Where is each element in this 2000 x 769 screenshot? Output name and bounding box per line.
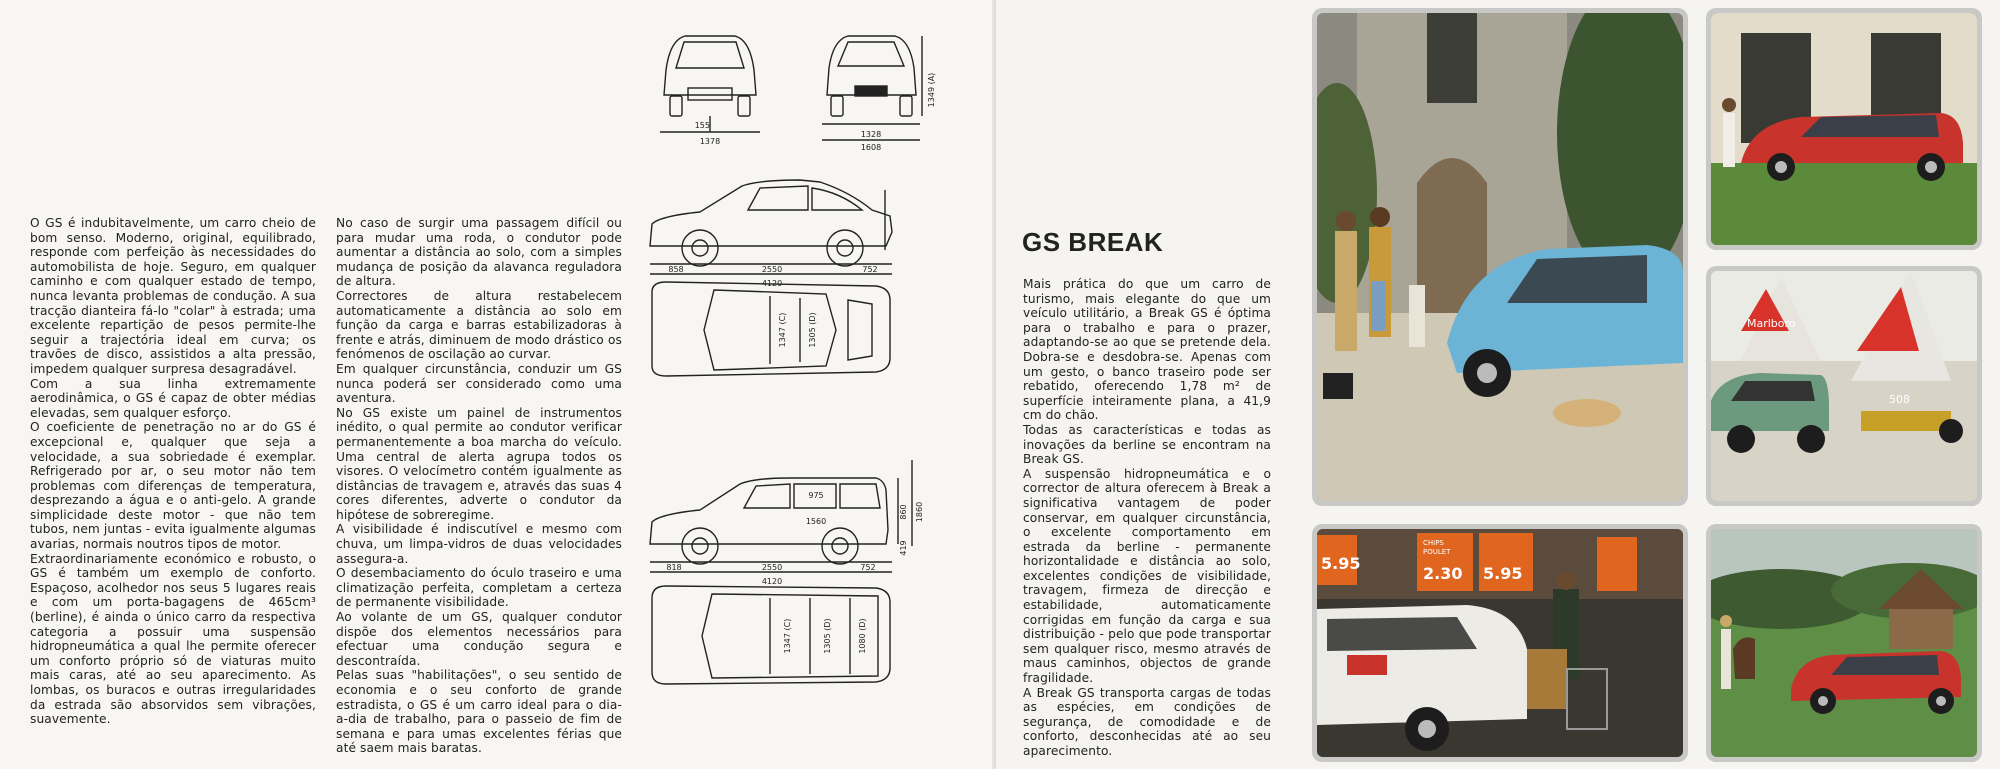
text-column-2	[336, 216, 622, 756]
col2-paragraph-8: Pelas suas "habilitações", o seu sentido de economia e o seu conforto de grande estradista, o GS é um carro ideal para o dia-a-dia de trabalho, para o passeio de fim de semana e para umas excelentes férias que até saem mais baratas.	[336, 668, 622, 756]
col1-paragraph-2: Com a sua linha extremamente aerodinâmica, o GS é capaz de obter médias elevadas, sem qualquer esforço.	[30, 376, 316, 420]
col2-paragraph-4: No GS existe um painel de instrumentos inédito, o qual permite ao condutor verificar permanentemente a boa marcha do veículo. Uma central de alerta agrupa todos os visores. O velocímetro contém igualmente as distâncias de travagem e, através das suas 4 cores diferentes, adverte o condutor da hipótese de sobreregime.	[336, 405, 622, 522]
berline-top-drawing	[652, 282, 890, 376]
photo-red-break-house-image	[1711, 13, 1977, 245]
sign-price-1: 5.95	[1321, 554, 1361, 573]
sign-price-2: 2.30	[1423, 564, 1463, 583]
dim-berline-rear: 752	[862, 265, 878, 274]
dim-break-length: 4120	[761, 577, 783, 586]
photo-family-church	[1312, 8, 1688, 506]
sign-chips-label: CHIPS	[1423, 539, 1444, 547]
dim-break-height-b: 1560	[805, 517, 827, 526]
col3-paragraph-3: A suspensão hidropneumática e o corrector de altura oferecem à Break a significativa vantagem de poder conservar, em qualquer circunstância, o excelente comportamento em estrada da berline - permanente horizontalidade e distância ao solo, excelentes condições de visibilidade, travagem, firmeza de direcção e estabilidade, automaticamente corrigidas em função da carga e sua distribuição - pelo que pode transportar sem qualquer risco, mesmo através de maus caminhos, objectos de grande fragilidade.	[1023, 466, 1271, 686]
sign-poulet-label: POULET	[1423, 548, 1451, 556]
dim-front-ground: 155	[694, 121, 710, 130]
dim-break-height-c: 860	[899, 504, 908, 520]
text-column-3	[1023, 277, 1271, 759]
dim-break-inner-b: 1305 (D)	[823, 618, 832, 654]
photo-sand-yacht	[1706, 266, 1982, 506]
dim-break-rear: 752	[860, 563, 876, 572]
col2-paragraph-5: A visibilidade é indiscutível e mesmo com chuva, um limpa-vidros de duas velocidades assegura-a.	[336, 522, 622, 566]
dim-rear-track: 1328	[860, 130, 882, 139]
sail-brand-text: Marlboro	[1747, 317, 1796, 330]
dim-front-height: 1349 (A)	[927, 72, 936, 108]
front-view-drawing	[660, 36, 760, 132]
col1-paragraph-3: O coeficiente de penetração no ar do GS é excepcional e, qualquer que seja a velocidade, a sua sobriedade é exemplar. Refrigerado por ar, o seu motor não tem problemas com diferenças de temperatura, desprezando a água e o anti-gelo. A grande simplicidade deste motor - que não tem tubos, nem juntas - evita igualmente algumas avarias, normais noutros tipos de motor.	[30, 420, 316, 552]
col2-paragraph-3: Em qualquer circunstância, conduzir um GS nunca poderá ser considerado como uma aventura.	[336, 361, 622, 406]
col1-paragraph-4: Extraordinariamente económico e robusto, o GS é também um exemplo de conforto. Espaçoso, acolhedor nos seus 5 lugares reais e com um porta-bagagens de 465cm³ (berline), é ainda o único carro da respectiva categoria a possuir uma suspensão hidropneumática a qual lhe permite oferecer um conforto próprio só de viaturas muito mais caras, até ao seu aparecimento. As lombas, os buracos e outras irregularidades da estrada são absorvidos sem vibrações, suavemente.	[30, 551, 316, 727]
photo-field-pony-image	[1711, 529, 1977, 757]
left-page	[0, 0, 996, 769]
photo-grocery-break	[1312, 524, 1688, 762]
break-side-drawing	[650, 460, 912, 572]
dim-width: 1608	[860, 143, 882, 152]
col3-paragraph-2: Todas as características e todas as inovações da berline se encontram na Break GS.	[1023, 422, 1271, 467]
rear-view-drawing	[822, 36, 922, 140]
dim-berline-inner-a: 1347 (C)	[778, 312, 787, 348]
col2-paragraph-2: Correctores de altura restabelecem automaticamente a distância ao solo em função da carga e barras estabilizadoras à frente e atrás, diminuem de modo drástico os fenómenos de oscilação ao curvar.	[336, 288, 622, 362]
col3-paragraph-4: A Break GS transporta cargas de todas as espécies, em condições de segurança, de comodidade e de conforto, desconhecidas até ao seu aparecimento.	[1023, 685, 1271, 758]
dim-break-height-a: 975	[808, 491, 824, 500]
dim-berline-front: 858	[668, 265, 684, 274]
break-top-drawing	[652, 586, 890, 684]
berline-side-drawing	[650, 180, 892, 274]
dim-break-wheelbase: 2550	[761, 563, 783, 572]
col2-paragraph-6: O desembaciamento do óculo traseiro e uma climatização perfeita, completam a certeza de permanente visibilidade.	[336, 566, 622, 610]
technical-drawings	[640, 20, 990, 760]
col2-paragraph-1: No caso de surgir uma passagem difícil ou para mudar uma roda, o condutor pode aumentar a distância ao solo, com a simples mudança de posição da alavanca reguladora de altura.	[336, 216, 622, 289]
sign-price-3: 5.95	[1483, 564, 1523, 583]
photo-family-church-image	[1317, 13, 1683, 501]
text-column-1	[30, 216, 316, 727]
photo-red-break-house	[1706, 8, 1982, 250]
photo-grocery-break-image	[1317, 529, 1683, 757]
dim-berline-inner-b: 1305 (D)	[808, 312, 817, 348]
dim-break-inner-c: 1080 (D)	[858, 618, 867, 654]
col1-paragraph-1: O GS é indubitavelmente, um carro cheio de bom senso. Moderno, original, equilibrado, responde com perfeição às necessidades do automobilista de hoje. Seguro, em qualquer caminho e com qualquer estado de tempo, nunca levanta problemas de condução. A sua tracção dianteira fá-lo "colar" à estrada; uma excelente repartição de pesos permite-lhe seguir a trajectória ideal em curva; os travões de disco, assistidos a alta pressão, impedem qualquer surpresa desagradável.	[30, 216, 316, 376]
page-title: GS BREAK	[1022, 227, 1164, 257]
col2-paragraph-7: Ao volante de um GS, qualquer condutor dispõe dos elementos necessários para efectuar uma condução segura e descontraída.	[336, 610, 622, 668]
col3-paragraph-1: Mais prática do que um carro de turismo, mais elegante do que um veículo utilitário, a Break GS é óptima para o trabalho e para o prazer, adaptando-se ao que se pretende dela. Dobra-se e desdobra-se. Apenas com um gesto, o banco traseiro pode ser rebatido, oferecendo 1,78 m² de superfície inteiramente plana, a 41,9 cm do chão.	[1023, 277, 1271, 423]
dim-front-track: 1378	[699, 137, 721, 146]
dim-break-ground: 419	[899, 540, 908, 556]
dim-break-height-d: 1860	[915, 501, 924, 523]
photo-field-pony	[1706, 524, 1982, 762]
dim-berline-wheelbase: 2550	[761, 265, 783, 274]
dim-berline-length: 4120	[761, 279, 783, 288]
dim-break-inner-a: 1347 (C)	[783, 618, 792, 654]
sail-number-text: 508	[1889, 393, 1910, 406]
dim-break-front: 818	[666, 563, 682, 572]
photo-sand-yacht-image	[1711, 271, 1977, 501]
